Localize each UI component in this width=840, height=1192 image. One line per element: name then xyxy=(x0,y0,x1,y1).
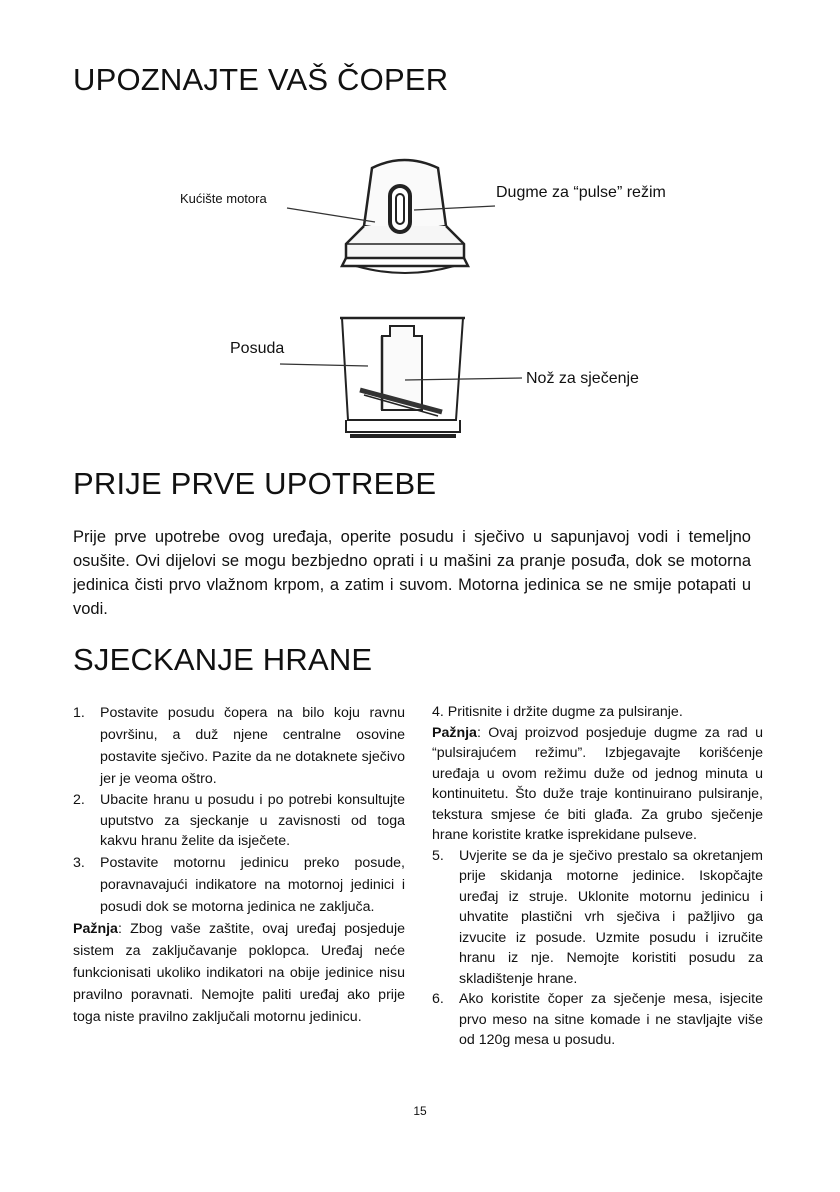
steps-list-right xyxy=(432,846,763,1051)
step-number: 3. xyxy=(73,854,85,871)
label-motor-housing: Kućište motora xyxy=(180,191,267,206)
label-pulse-button: Dugme za “pulse” režim xyxy=(496,184,666,201)
list-item xyxy=(432,846,763,990)
steps-list-left xyxy=(73,702,405,918)
step-number: 1. xyxy=(73,705,85,721)
instructions-right-column xyxy=(432,702,763,1051)
step-number: 6. xyxy=(432,991,444,1007)
heading-chopping-food: SJECKANJE HRANE xyxy=(73,642,373,677)
heading-before-first-use: PRIJE PRVE UPOTREBE xyxy=(73,466,437,501)
instructions-left-column xyxy=(73,702,405,1028)
list-item xyxy=(432,989,763,1051)
chopper-illustration xyxy=(150,140,710,450)
pulse-note xyxy=(432,723,763,846)
step-number: 2. xyxy=(73,792,85,808)
heading-meet-your-chopper: UPOZNAJTE VAŠ ČOPER xyxy=(73,62,449,97)
step-number: 5. xyxy=(432,847,444,864)
list-item xyxy=(73,790,405,852)
step-text: Uvjerite se da je sječivo prestalo sa okretanjem prije skidanja motorne jedinice. Iskopčajte uređaj iz struje. Uklonite motornu jedinicu i uhvatite plastični vrh sječiva i pažljivo ga izvucite iz posude. Uzmite posudu i izručite hranu iz nje. Nemojte koristiti posudu za skladištenje hrane. xyxy=(459,847,763,987)
step-text: Postavite motornu jedinicu preko posude, poravnavajući indikatore na motornoj jedinici i posudi dok se motorna jedinica ne zaključa. xyxy=(100,854,405,915)
note-label: Pažnja xyxy=(432,724,477,741)
step-text: Postavite posudu čopera na bilo koju ravnu površinu, a duž njene centralne osovine postavite sječivo. Pazite da ne dotaknete sječivo jer je veoma oštro. xyxy=(100,705,405,787)
intro-paragraph: Prije prve upotrebe ovog uređaja, operite posudu i sječivo u sapunjavoj vodi i temeljno osušite. Ovi dijelovi se mogu bezbjedno oprati i u mašini za pranje posuđa, dok se motorna jedinica čisti prvo vlažnom krpom, a zatim i suvom. Motorna jedinica se ne smije potapati u vodi. xyxy=(73,528,751,618)
note-text: : Zbog vaše zaštite, ovaj uređaj posjeduje sistem za zaključavanje poklopca. Uređaj neće funkcionisati ukoliko indikatori na obije jedinice nisu pravilno poravnati. Nemojte paliti uređaj ako prije toga niste pravilno zaključali motornu jedinicu. xyxy=(73,920,405,1025)
safety-note xyxy=(73,918,405,1028)
motor-unit-drawing xyxy=(342,160,468,273)
list-item xyxy=(73,702,405,790)
step-text: Ako koristite čoper za sječenje mesa, isjecite prvo meso na sitne komade i ne stavljajte više od 120g mesa u posudu. xyxy=(459,991,763,1048)
list-item xyxy=(73,852,405,918)
page-number: 15 xyxy=(413,1104,427,1118)
step-4: 4. Pritisnite i držite dugme za pulsiranje. xyxy=(432,704,683,720)
label-bowl: Posuda xyxy=(230,340,285,357)
label-blade: Nož za sječenje xyxy=(526,370,639,387)
bowl-drawing xyxy=(340,318,465,436)
step-text: Ubacite hranu u posudu i po potrebi konsultujte uputstvo za sjeckanje u zavisnosti od toga kakvu hranu želite da isječete. xyxy=(100,792,405,849)
note-label: Pažnja xyxy=(73,920,118,937)
note-text: : Ovaj proizvod posjeduje dugme za rad u “pulsirajućem režimu”. Izbjegavajte korišćenje uređaja u ovom režimu duže od jednog minuta u kontinuitetu. Što duže traje kontinuirano pulsiranje, tekstura smjese će biti glađa. Za grubo sječenje hrane koristite kratke isprekidane pulseve. xyxy=(432,724,763,843)
